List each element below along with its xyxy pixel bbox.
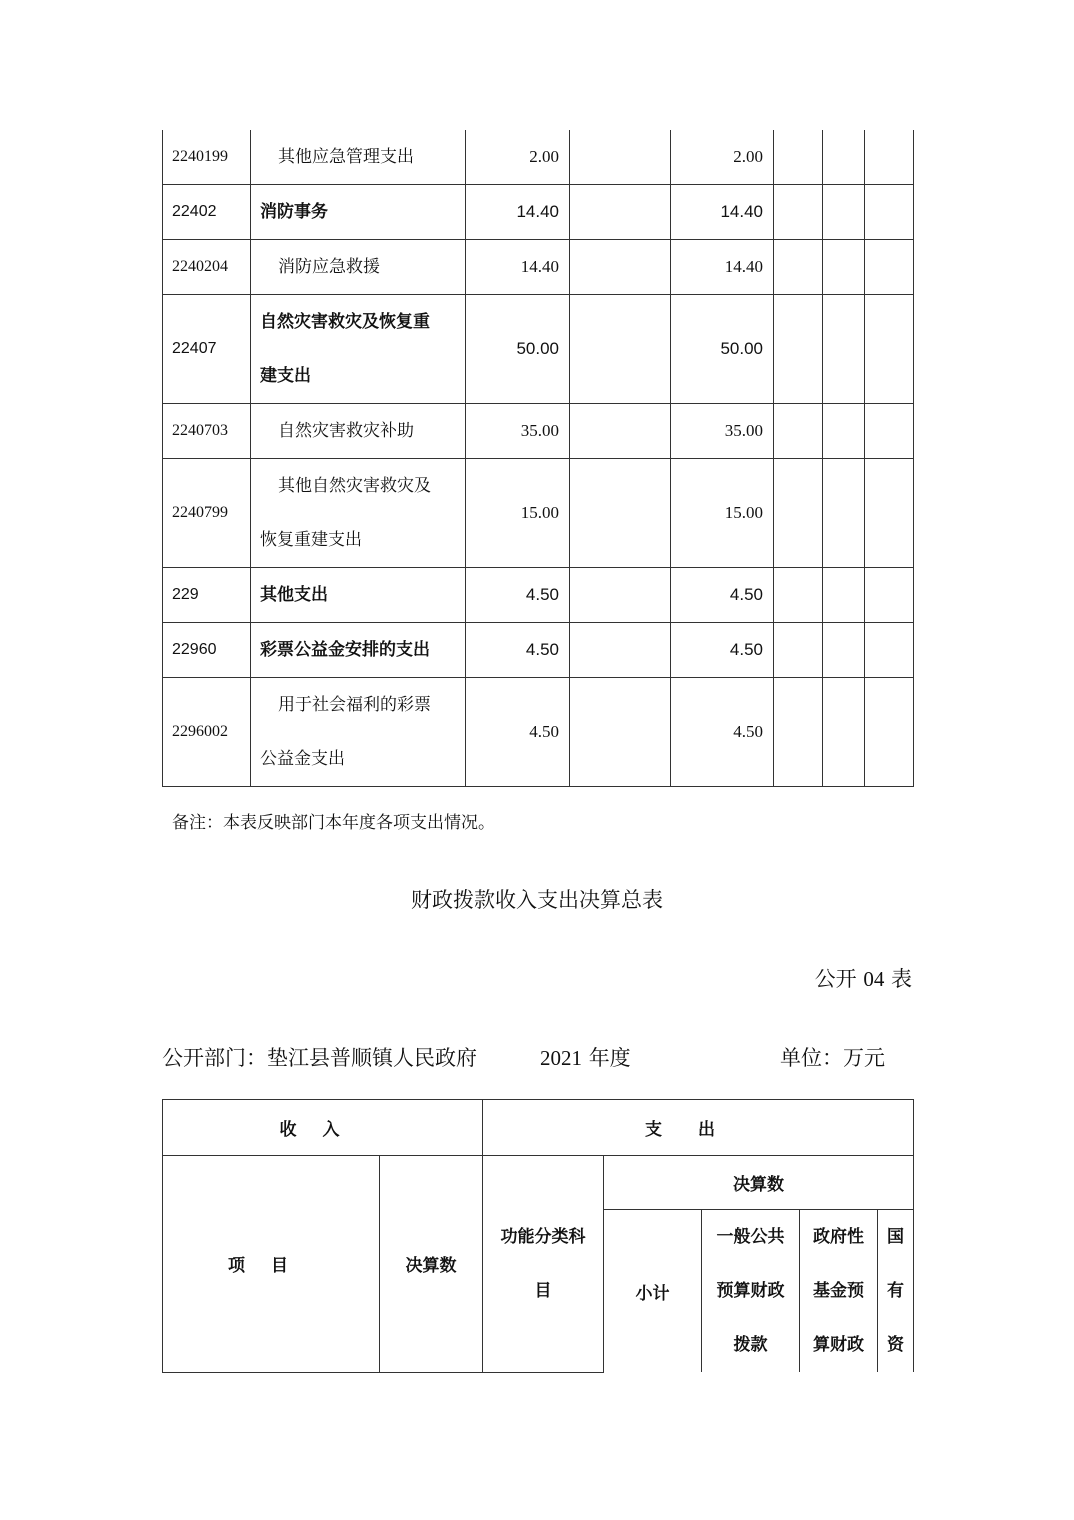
empty-cell [774, 240, 823, 295]
row-code: 22407 [163, 295, 251, 404]
row-name: 其他应急管理支出 [251, 130, 466, 185]
row-basic [570, 130, 671, 185]
empty-cell [865, 404, 914, 459]
row-project: 4.50 [671, 678, 774, 787]
row-project: 4.50 [671, 623, 774, 678]
row-basic [570, 568, 671, 623]
table-row [163, 623, 914, 678]
header-row [163, 1100, 914, 1156]
empty-cell [774, 678, 823, 787]
row-project: 15.00 [671, 459, 774, 568]
row-name: 彩票公益金安排的支出 [251, 623, 466, 678]
row-code: 229 [163, 568, 251, 623]
empty-cell [823, 459, 865, 568]
empty-cell [774, 404, 823, 459]
row-basic [570, 459, 671, 568]
row-code: 22402 [163, 185, 251, 240]
income-header: 收入 [163, 1100, 483, 1156]
empty-cell [865, 568, 914, 623]
summary-table-header [162, 1099, 914, 1373]
row-name: 其他自然灾害救灾及 恢复重建支出 [251, 459, 466, 568]
empty-cell [823, 185, 865, 240]
page-title: 财政拨款收入支出决算总表 [411, 888, 663, 912]
table-number: 公开 04 表 [814, 967, 912, 991]
row-project: 35.00 [671, 404, 774, 459]
item-header: 项目 [163, 1156, 380, 1373]
row-basic [570, 240, 671, 295]
empty-cell [865, 623, 914, 678]
empty-cell [774, 623, 823, 678]
table-note: 备注：本表反映部门本年度各项支出情况。 [172, 813, 495, 833]
table-row [163, 185, 914, 240]
row-total: 50.00 [466, 295, 570, 404]
expense-header: 支出 [483, 1100, 914, 1156]
empty-cell [823, 404, 865, 459]
row-total: 14.40 [466, 240, 570, 295]
row-total: 2.00 [466, 130, 570, 185]
state-capital-header: 国 有 资 [878, 1210, 914, 1373]
empty-cell [865, 678, 914, 787]
empty-cell [774, 459, 823, 568]
expense-detail-table [162, 130, 914, 787]
fiscal-year: 2021 年度 [540, 1046, 631, 1070]
table-row [163, 404, 914, 459]
row-basic [570, 623, 671, 678]
row-code: 2240204 [163, 240, 251, 295]
row-total: 4.50 [466, 623, 570, 678]
row-total: 35.00 [466, 404, 570, 459]
department-label: 公开部门：垫江县普顺镇人民政府 [162, 1046, 477, 1070]
empty-cell [774, 295, 823, 404]
row-code: 2240199 [163, 130, 251, 185]
empty-cell [865, 185, 914, 240]
expense-amount-header: 决算数 [604, 1156, 914, 1210]
gov-fund-header: 政府性 基金预 算财政 [800, 1210, 878, 1373]
table-row [163, 459, 914, 568]
row-project: 50.00 [671, 295, 774, 404]
empty-cell [823, 623, 865, 678]
row-basic [570, 295, 671, 404]
function-category-header: 功能分类科 目 [483, 1156, 604, 1373]
row-code: 2240703 [163, 404, 251, 459]
table-row [163, 130, 914, 185]
table-row [163, 568, 914, 623]
row-code: 2240799 [163, 459, 251, 568]
empty-cell [865, 459, 914, 568]
empty-cell [823, 295, 865, 404]
empty-cell [865, 130, 914, 185]
row-name: 用于社会福利的彩票 公益金支出 [251, 678, 466, 787]
empty-cell [823, 240, 865, 295]
row-name: 自然灾害救灾及恢复重 建支出 [251, 295, 466, 404]
empty-cell [774, 185, 823, 240]
empty-cell [823, 568, 865, 623]
table-row [163, 678, 914, 787]
row-basic [570, 404, 671, 459]
table-row [163, 240, 914, 295]
row-project: 4.50 [671, 568, 774, 623]
row-name: 消防应急救援 [251, 240, 466, 295]
empty-cell [865, 240, 914, 295]
empty-cell [774, 130, 823, 185]
empty-cell [823, 678, 865, 787]
row-project: 14.40 [671, 185, 774, 240]
row-total: 15.00 [466, 459, 570, 568]
header-row [163, 1156, 914, 1210]
row-total: 14.40 [466, 185, 570, 240]
row-name: 自然灾害救灾补助 [251, 404, 466, 459]
income-amount-header: 决算数 [380, 1156, 483, 1373]
row-code: 22960 [163, 623, 251, 678]
row-total: 4.50 [466, 678, 570, 787]
empty-cell [823, 130, 865, 185]
empty-cell [865, 295, 914, 404]
row-name: 其他支出 [251, 568, 466, 623]
table-row [163, 295, 914, 404]
empty-cell [774, 568, 823, 623]
row-basic [570, 678, 671, 787]
row-project: 14.40 [671, 240, 774, 295]
subtotal-header: 小计 [604, 1210, 702, 1373]
row-name: 消防事务 [251, 185, 466, 240]
row-basic [570, 185, 671, 240]
row-total: 4.50 [466, 568, 570, 623]
row-code: 2296002 [163, 678, 251, 787]
unit-label: 单位：万元 [780, 1046, 885, 1070]
general-budget-header: 一般公共 预算财政 拨款 [702, 1210, 800, 1373]
row-project: 2.00 [671, 130, 774, 185]
